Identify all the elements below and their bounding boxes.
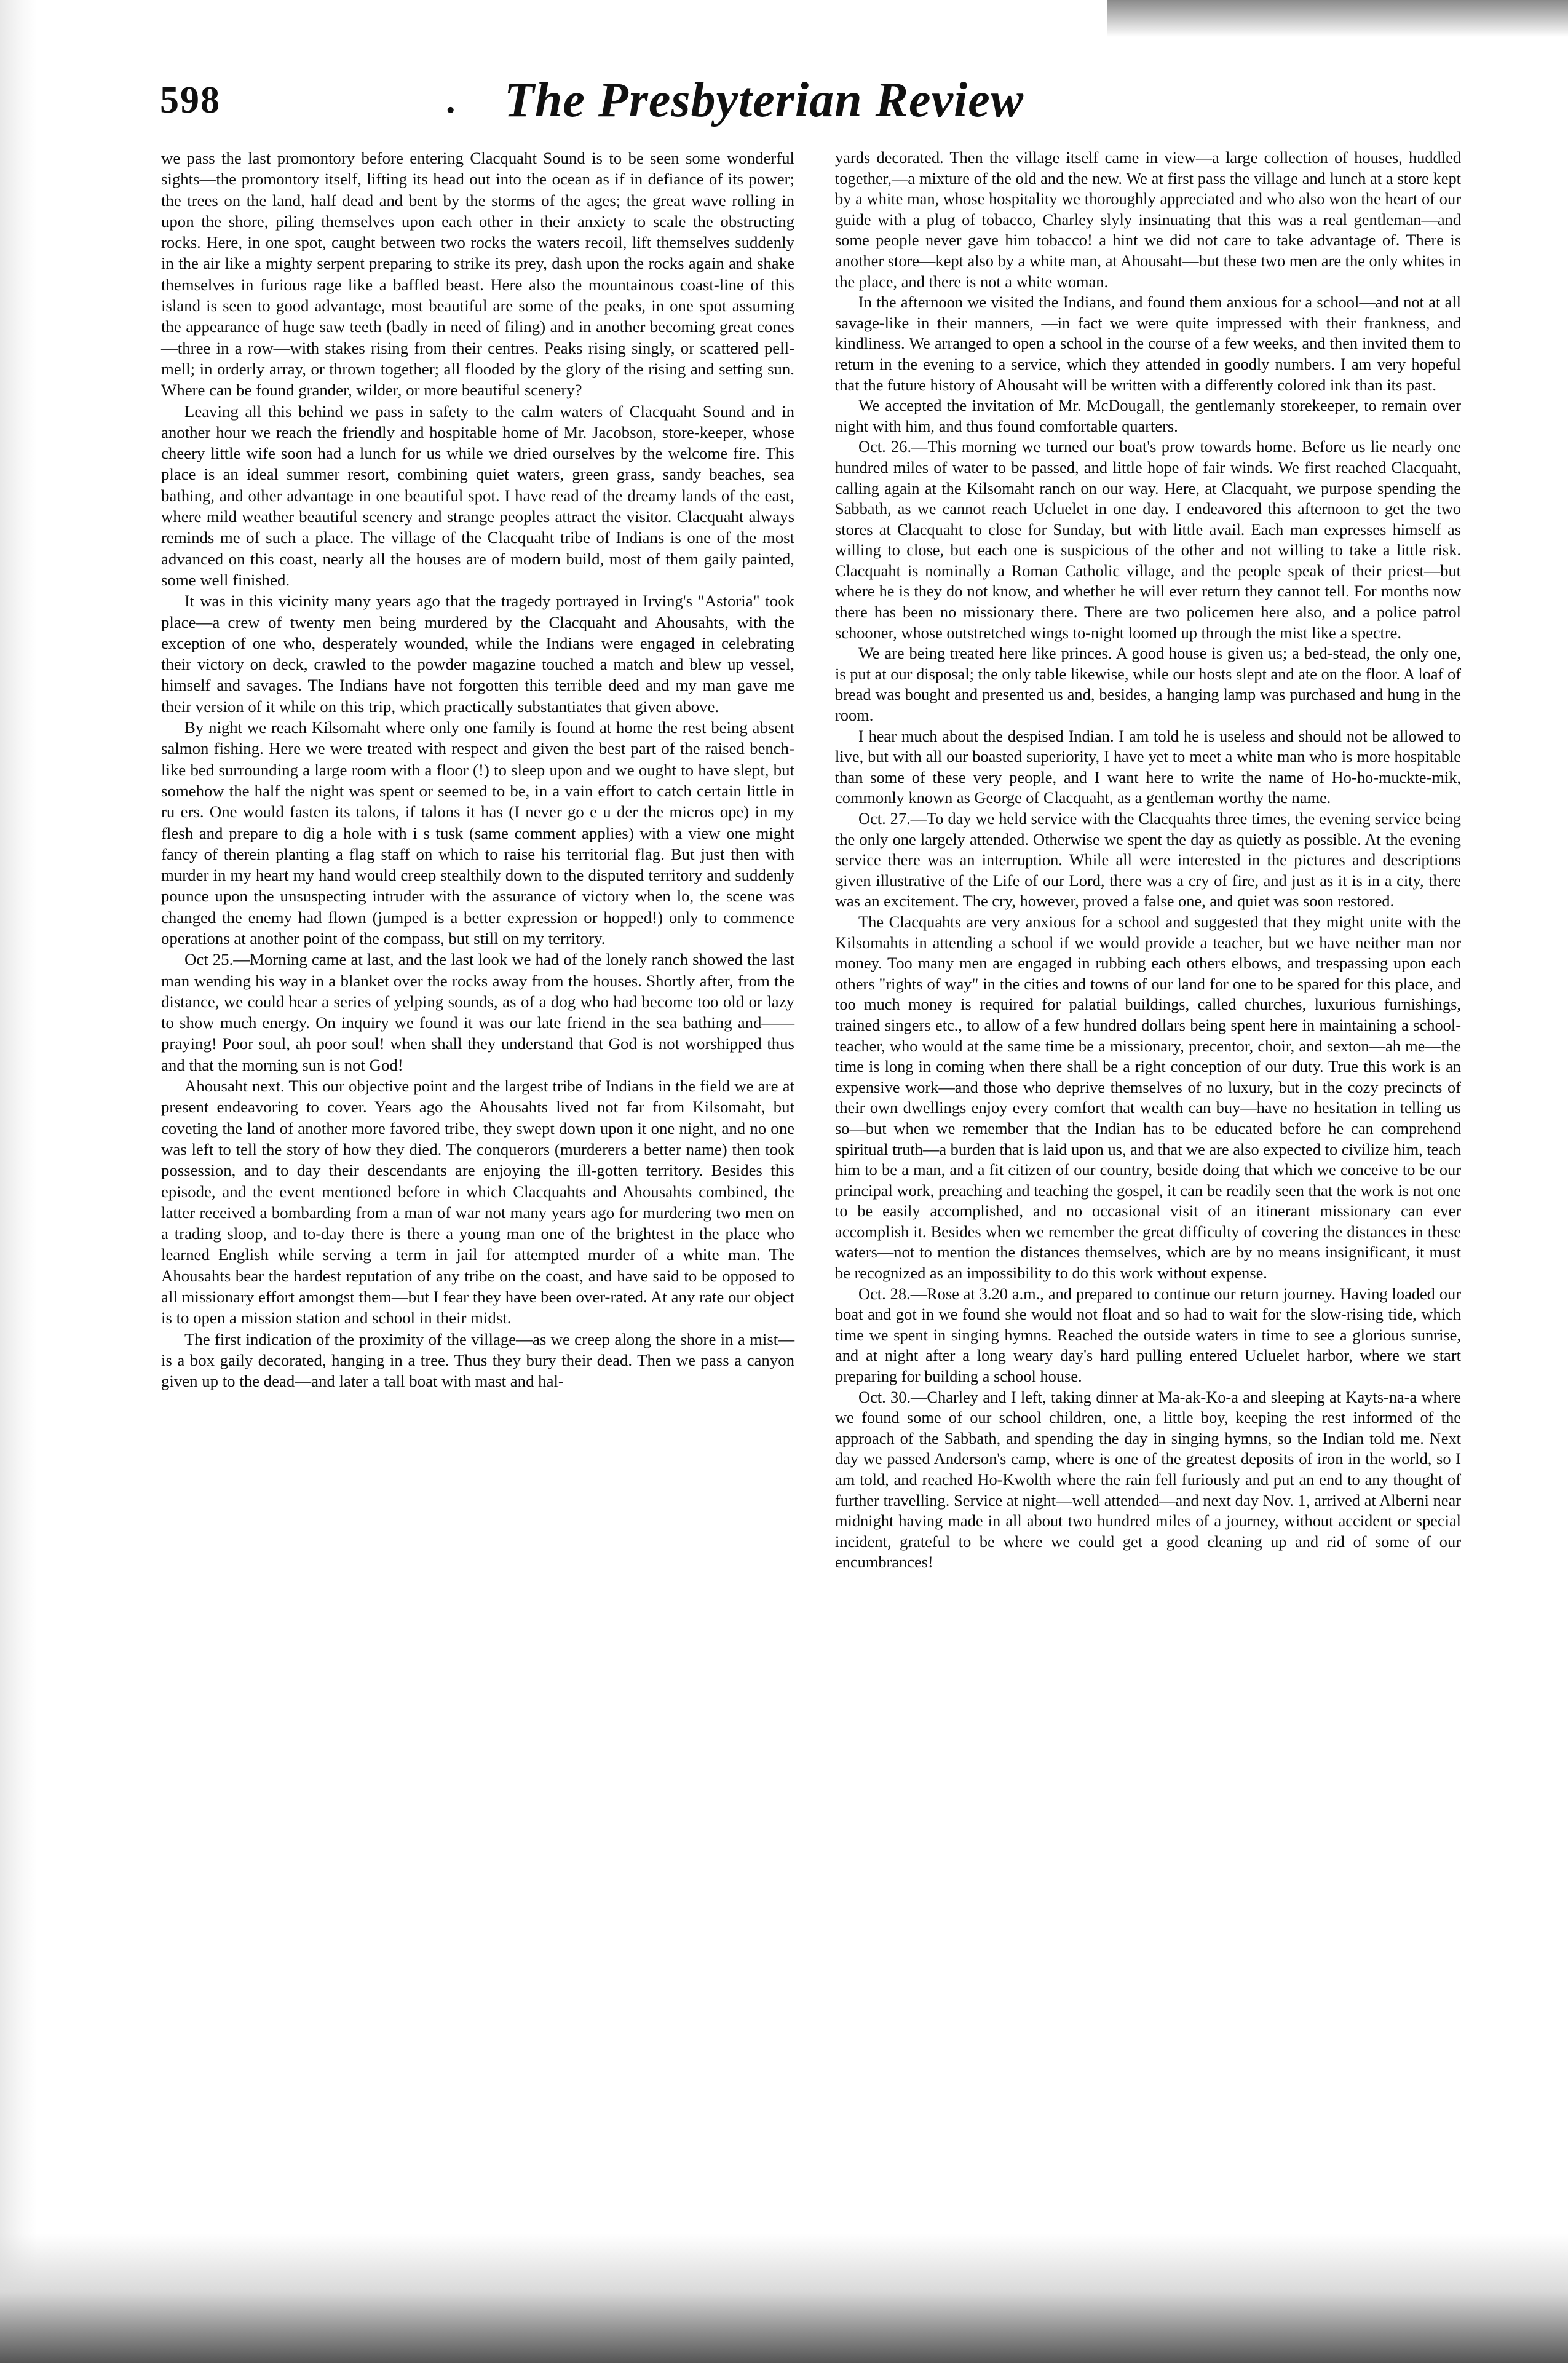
page-number: 598 xyxy=(160,79,221,121)
paragraph: Ahousaht next. This our objective point and the largest tribe of Indians in the field we are at present endeavoring to cover. Years ago the Ahousahts lived not far from Kilsomaht, but coveting the land of another more favored tribe, they swept down upon it one night, and no one was left to tell the story of how they died. The conquerors (murderers a better name) then took possession, and to day their descendants are enjoying the ill-gotten territory. Besides this episode, and the event mentioned before in which Clacquahts and Ahousahts combined, the latter received a bombarding from a man of war not many years ago for murdering two men on a trading sloop, and to-day there is there a young man one of the brightest in the place who learned English while serving a term in jail for attempted murder of a white man. The Ahousahts bear the hardest reputation of any tribe on the coast, and have said to be opposed to all missionary effort amongst them—but I fear they have been over-rated. At any rate our object is to open a mission station and school in their midst. xyxy=(161,1077,794,1328)
paragraph: The first indication of the proximity of the village—as we creep along the shore in a mist—is a box gaily decorated, hanging in a tree. Thus they bury their dead. Then we pass a canyon given up to the dead—and later a tall boat with mast and hal- xyxy=(161,1329,794,1391)
paragraph: I hear much about the despised Indian. I am told he is useless and should not be allowed to live, but with all our boasted superiority, I have yet to meet a white man who is more hospitable than some of these very people, and I want here to write the name of Ho-ho-muckte-mik, commonly known as George of Clacquaht, as a gentleman worthy the name. xyxy=(835,726,1461,807)
paragraph: Leaving all this behind we pass in safety to the calm waters of Clacquaht Sound and in another hour we reach the friendly and hospitable home of Mr. Jacobson, store-keeper, whose cheery little wife soon had a lunch for us while we dried ourselves by the welcome fire. This place is an ideal summer resort, combining quiet waters, green grass, sandy beaches, sea bathing, and other advantage in one beautiful spot. I have read of the dreamy lands of the east, where mild weather beautiful scenery and strange peoples attract the visitor. Clacquaht always reminds me of such a place. The village of the Clacquaht tribe of Indians is one of the most advanced on this coast, nearly all the houses are of modern build, most of them gaily painted, some well finished. xyxy=(161,402,794,589)
paragraph: yards decorated. Then the village itself came in view—a large collection of houses, huddled together,—a mixture of the old and the new. We at first pass the village and lunch at a store kept by a white man, whose hospitality we thoroughly appreciated and who also won the heart of our guide with a plug of tobacco, Charley slyly insinuating that this was a real gentleman—and some people never gave him tobacco! a hint we did not care to take advantage of. There is another store—kept also by a white man, at Ahousaht—but these two men are the only whites in the place, and there is not a white woman. xyxy=(835,148,1462,291)
header-separator: . xyxy=(446,79,456,121)
scan-edge-shadow xyxy=(0,0,37,2363)
scan-bottom-shadow xyxy=(0,2234,1568,2363)
paragraph: Oct. 28.—Rose at 3.20 a.m., and prepared to continue our return journey. Having loaded our boat and got in we found she would not float and so had to wait for the slow-rising tide, which time we spent in singing hymns. Reached the outside waters in time to see a glorious sunrise, and at night after a long weary day's hard pulling entered Ucluelet harbor, where we start preparing for building a school house. xyxy=(835,1284,1461,1386)
paragraph: we pass the last promontory before entering Clacquaht Sound is to be seen some wonderful sights—the promontory itself, lifting its head out into the ocean as if in defiance of its power; the trees on the land, half dead and bent by the storms of the ages; the great wave rolling in upon the shore, piling themselves upon each other in their anxiety to scale the obstructing rocks. Here, in one spot, caught between two rocks the waters recoil, lift themselves suddenly in the air like a mighty serpent preparing to strike its prey, dash upon the rocks again and shake themselves in furious rage like a baffled beast. Here also the mountainous coast-line of this island is seen to good advantage, most beautiful are some of the peaks, in one spot assuming the appearance of huge saw teeth (badly in need of filing) and in another becoming great cones—three in a row—with stakes rising from their centres. Peaks rising singly, or scattered pell-mell; in orderly array, or thrown together; all flooded by the glory of the rising and setting sun. Where can be found grander, wilder, or more beautiful scenery? xyxy=(161,149,794,400)
paragraph: Oct. 26.—This morning we turned our boat's prow towards home. Before us lie nearly one hundred miles of water to be passed, and little hope of fair winds. We first reached Clacquaht, calling again at the Kilsomaht ranch on our way. Here, at Clacquaht, we purpose spending the Sabbath, as we cannot reach Ucluelet in one day. I endeavored this afternoon to get the two stores at Clacquaht to close for Sunday, but with little avail. Each man expresses himself as willing to close, but each one is suspicious of the other and not willing to take a little risk. Clacquaht is nominally a Roman Catholic village, and the people speak of their priest—but where he is they do not know, and whether he will ever return they cannot tell. For months now there has been no missionary there. There are two policemen here also, and a police patrol schooner, whose outstretched wings to-night loomed up through the mist like a spectre. xyxy=(835,437,1461,642)
paragraph: Oct 25.—Morning came at last, and the last look we had of the lonely ranch showed the last man wending his way in a blanket over the rocks away from the houses. Shortly after, from the distance, we could hear a series of yelping sounds, as of a dog who had become too old or lazy to show much energy. On inquiry we found it was our late friend in the sea bathing and——praying! Poor soul, ah poor soul! when shall they understand that God is not worshipped thus and that the morning sun is not God! xyxy=(161,950,794,1074)
paragraph: Oct. 30.—Charley and I left, taking dinner at Ma-ak-Ko-a and sleeping at Kayts-na-a where we found some of our school children, one, a little boy, keeping the rest informed of the approach of the Sabbath, and spending the day in singing hymns, so the Indian told me. Next day we passed Anderson's camp, where is one of the greatest deposits of iron in the world, so I am told, and reached Ho-Kwolth where the rain fell furiously and put an end to any thought of further travelling. Service at night—well attended—and next day Nov. 1, arrived at Alberni near midnight having made in all about two hundred miles of a journey, without accident or special incident, grateful to be where we could get a good cleaning up and rid of some of our encumbrances! xyxy=(835,1387,1461,1572)
page-header xyxy=(160,73,1420,128)
scan-top-shadow xyxy=(1107,0,1568,37)
paragraph: The Clacquahts are very anxious for a school and suggested that they might unite with the Kilsomahts in attending a school if we would provide a teacher, but we have neither man nor money. Too many men are engaged in rubbing each others elbows, and trespassing upon each others "rights of way" in the cities and towns of our land for one to be spared for this place, and too much money is required for palatial buildings, called churches, luxurious furnishings, trained singers etc., to allow of a few hundred dollars being spent here in maintaining a school-teacher, who would at the same time be a missionary, precentor, choir, and sexton—ah me—the time is long in coming when there shall be a right conception of our duty. True this work is an expensive work—and those who deprive themselves of no luxury, but in the cozy precincts of their own dwellings enjoy every comfort that wealth can buy—have no hesitation in telling us so—but when we remember that the Indian has to be educated before he can comprehend spiritual truth—a burden that is laid upon us, and that we are also expected to civilize him, teach him to be a man, and a fit citizen of our country, beside doing that which we conceive to be our principal work, preaching and teaching the gospel, it can be readily seen that the work is not one to be easily accomplished, and no occasional visit of an itinerant missionary can ever accomplish it. Besides when we remember the great difficulty of covering the distances in these waters—not to mention the distances themselves, which are by no means insignificant, it must be recognized as an impossibility to do this work without expense. xyxy=(835,912,1461,1283)
paragraph: We are being treated here like princes. A good house is given us; a bed-stead, the only one, is put at our disposal; the only table likewise, while our hosts slept and ate on the floor. A loaf of bread was bought and presented us and, besides, a hanging lamp was purchased and hung in the room. xyxy=(835,644,1461,725)
paragraph: We accepted the invitation of Mr. McDougall, the gentlemanly storekeeper, to remain over night with him, and thus found comfortable quarters. xyxy=(835,396,1461,435)
paragraph: Oct. 27.—To day we held service with the Clacquahts three times, the evening service being the only one largely attended. Otherwise we spent the day as quietly as possible. At the evening service there was an interruption. While all were interested in the pictures and descriptions given illustrative of the Life of our Lord, there was a cry of fire, and just as it is in a city, there was an excitement. The cry, however, proved a false one, and quiet was soon restored. xyxy=(835,809,1461,911)
paragraph: In the afternoon we visited the Indians, and found them anxious for a school—and not at all savage-like in their manners, —in fact we were quite impressed with their frankness, and kindliness. We arranged to open a school in the course of a few weeks, and then invited them to return in the evening to a service, which they attended in goodly numbers. I am very hopeful that the future history of Ahousaht will be written with a differently colored ink than its past. xyxy=(835,293,1461,394)
running-title: The Presbyterian Review xyxy=(504,73,1024,127)
paragraph: It was in this vicinity many years ago that the tragedy portrayed in Irving's "Astoria" took place—a crew of twenty men being murdered by the Clacquaht and Ahousahts, with the exception of one who, desperately wounded, while the Indians were engaged in celebrating their victory on deck, crawled to the powder magazine touched a match and blew up vessel, himself and savages. The Indians have not forgotten this terrible deed and my man gave me their version of it while on this trip, which practically substantiates that given above. xyxy=(161,592,794,716)
left-column xyxy=(161,148,794,1392)
paragraph: By night we reach Kilsomaht where only one family is found at home the rest being absent salmon fishing. Here we were treated with respect and given the best part of the raised bench-like bed surrounding a large room with a floor (!) to sleep upon and we ought to have slept, but somehow the half the night was spent or seemed to be, in a vain effort to catch certain little in ru ers. One would fasten its talons, if talons it has (I never go e u der the micros ope) in my flesh and prepare to dig a hole with i s tusk (same comment applies) with a view one might fancy of therein planting a flag staff on which to raise his territorial flag. But just then with murder in my heart my hand would creep stealthily down to the disputed territory and suddenly pounce upon the unsuspecting intruder with the assurance of victory when lo, the scene was changed the enemy had flown (jumped is a better expression or hopped!) only to commence operations at another point of the compass, but still on my territory. xyxy=(161,718,794,948)
right-column xyxy=(835,148,1461,1573)
